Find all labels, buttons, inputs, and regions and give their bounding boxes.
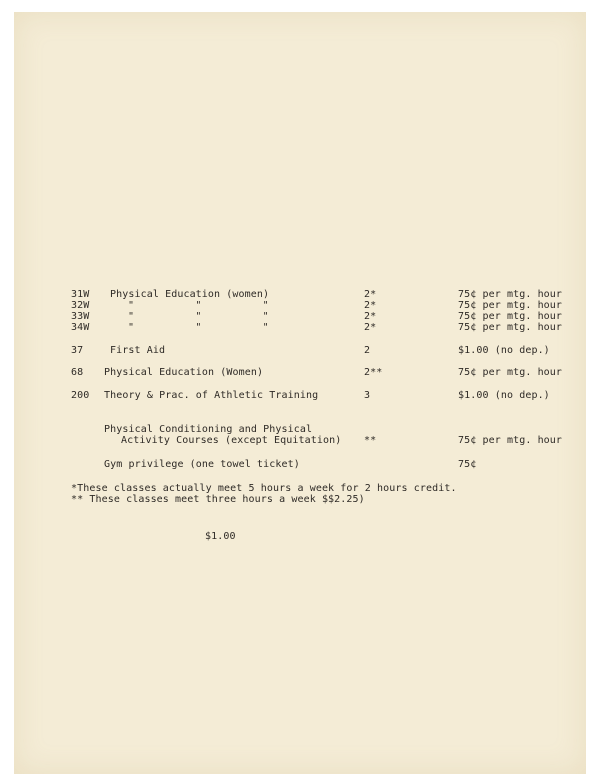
course-number: 33W	[71, 311, 90, 322]
course-number: 32W	[71, 300, 90, 311]
conditioning-fee: 75¢ per mtg. hour	[458, 435, 563, 446]
conditioning-credit: **	[364, 435, 377, 446]
course-title: Physical Education (women)	[110, 289, 270, 300]
conditioning-title-line1: Physical Conditioning and Physical	[104, 424, 313, 435]
course-title: Theory & Prac. of Athletic Training	[104, 390, 319, 401]
course-title: First Aid	[110, 345, 166, 356]
footnote-single-asterisk: *These classes actually meet 5 hours a week for 2 hours credit.	[71, 483, 457, 494]
course-credit: 2*	[364, 300, 377, 311]
course-fee: 75¢ per mtg. hour	[458, 367, 563, 378]
course-number: 31W	[71, 289, 90, 300]
course-fee: 75¢ per mtg. hour	[458, 311, 563, 322]
footnote-double-asterisk: ** These classes meet three hours a week $$2.25)	[71, 494, 365, 505]
course-title: " " "	[128, 322, 269, 333]
document-page	[14, 12, 586, 774]
amount-label: $1.00	[205, 531, 236, 542]
course-number: 37	[71, 345, 84, 356]
course-fee: $1.00 (no dep.)	[458, 345, 550, 356]
gym-privilege-fee: 75¢	[458, 459, 477, 470]
course-number: 200	[71, 390, 90, 401]
gym-privilege-label: Gym privilege (one towel ticket)	[104, 459, 300, 470]
course-credit: 2*	[364, 311, 377, 322]
course-title: Physical Education (Women)	[104, 367, 264, 378]
course-fee: $1.00 (no dep.)	[458, 390, 550, 401]
course-title: " " "	[128, 300, 269, 311]
course-number: 34W	[71, 322, 90, 333]
course-credit: 3	[364, 390, 371, 401]
course-fee: 75¢ per mtg. hour	[458, 300, 563, 311]
course-credit: 2*	[364, 289, 377, 300]
conditioning-title-line2: Activity Courses (except Equitation)	[121, 435, 342, 446]
course-title: " " "	[128, 311, 269, 322]
course-credit: 2**	[364, 367, 383, 378]
course-fee: 75¢ per mtg. hour	[458, 289, 563, 300]
course-fee: 75¢ per mtg. hour	[458, 322, 563, 333]
course-number: 68	[71, 367, 84, 378]
course-credit: 2*	[364, 322, 377, 333]
course-credit: 2	[364, 345, 371, 356]
